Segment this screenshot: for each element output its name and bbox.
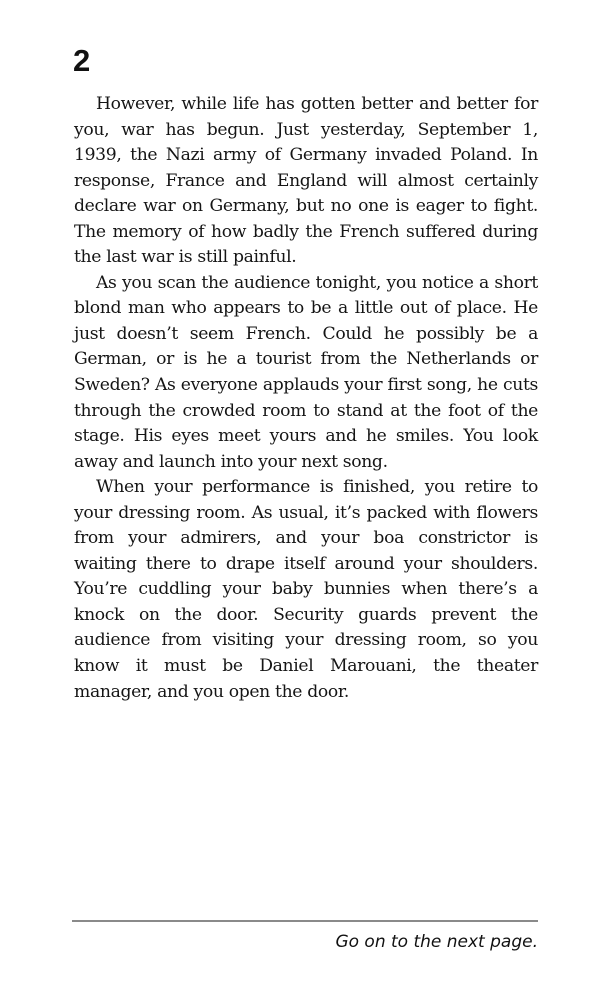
story-body [74,92,538,705]
next-page-prompt: Go on to the next page. [335,932,538,952]
paragraph: As you scan the audience tonight, you notice a short blond man who appears to be a little out of place. He just doesn’t seem French. Could he possibly be a German, or is he a tourist from the Netherlands or Sweden? As everyone applauds your first song, he cuts through the crowded room to stand at the foot of the stage. His eyes meet yours and he smiles. You look away and launch into your next song. [74,272,538,472]
paragraph: However, while life has gotten better and better for you, war has begun. Just yesterday, September 1, 1939, the Nazi army of Germany invaded Poland. In response, France and England will almost certainly declare war on Germany, but no one is eager to fight. The memory of how badly the French suffered during the last war is still painful. [74,94,538,268]
chapter-number: 2 [73,43,91,78]
footer-divider [72,920,538,922]
paragraph: When your performance is finished, you retire to your dressing room. As usual, it’s packed with flowers from your admirers, and your boa constrictor is waiting there to drape itself around your shoulders. You’re cuddling your baby bunnies when there’s a knock on the door. Security guards prevent the audience from visiting your dressing room, so you know it must be Daniel Marouani, the theater manager, and you open the door. [74,477,538,702]
